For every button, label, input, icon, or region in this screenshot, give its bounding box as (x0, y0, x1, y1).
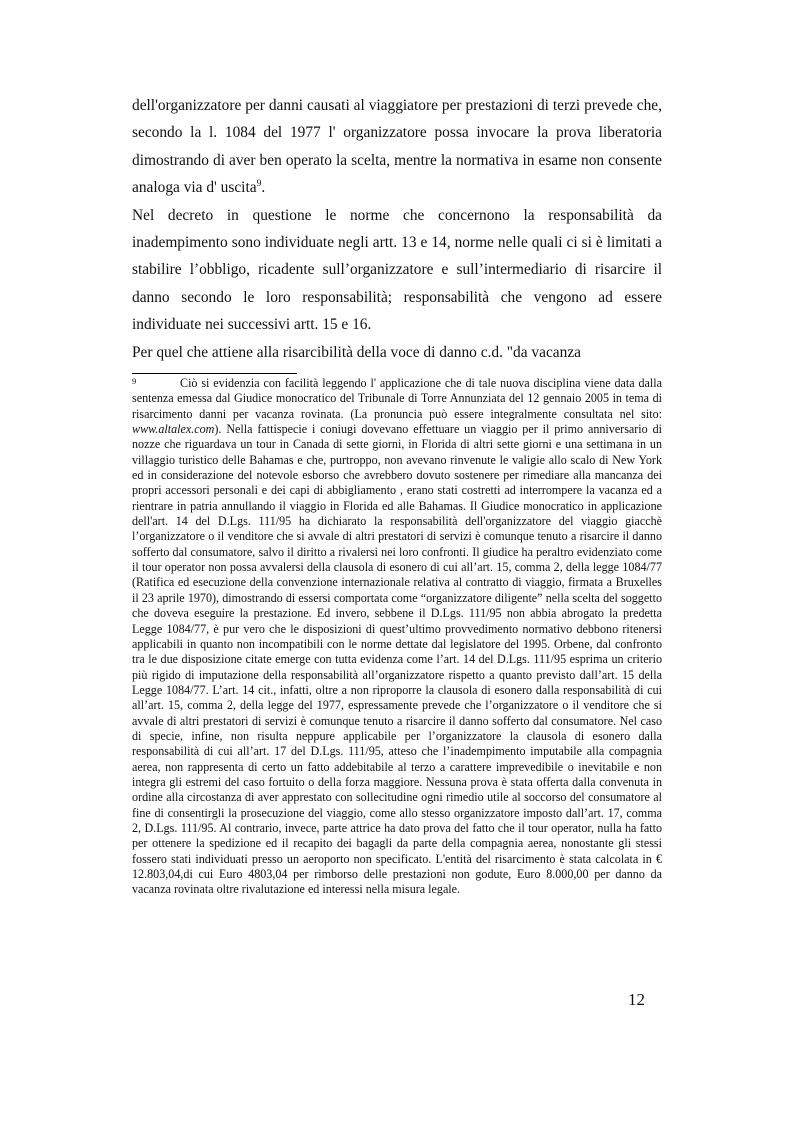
footnote-number: 9 (132, 376, 137, 386)
paragraph-1 (132, 92, 662, 202)
page-number: 12 (628, 990, 645, 1009)
footnote-text-start: Ciò si evidenzia con facilità leggendo l' applicazione che di tale nuova disciplina viene data dalla sentenza emessa dal Giudice monocratico del Tribunale di Torre Annunziata del 12 gennaio 2005 in tema di risarcimento danni per vacanza rovinata. (La pronuncia può essere integralmente consultata nel sito: (132, 376, 662, 421)
paragraph-2: Nel decreto in questione le norme che concernono la responsabilità da inadempimento sono individuate negli artt. 13 e 14, norme nelle quali ci si è limitati a stabilire l’obbligo, ricadente sull’organizzatore e sull’intermediario di risarcire il danno secondo le loro responsabilità; responsabilità che vengono ad essere individuate nei successivi artt. 15 e 16. (132, 206, 662, 334)
paragraph-1-end: . (261, 179, 266, 197)
footnote-reference[interactable]: 9 (256, 179, 262, 190)
footnote (132, 376, 662, 898)
footnote-text-end: ). Nella fattispecie i coniugi dovevano effettuare un viaggio per il primo anniversario di nozze che riguardava un tour in Canada di sette giorni, in Florida di altri sette giorni e una settimana in un villaggio turistico delle Bahamas e che, purtroppo, non avevano rinvenute le valigie allo scalo di New York ed in considerazione del notevole esborso che avrebbero dovuto sostenere per rimediare alla mancanza dei propri accessori personali e dei capi di abbigliamento , erano stati costretti ad interrompere la vacanza ed a rientrare in patria annullando il viaggio in Florida ed alle Bahamas. Il Giudice monocratico in applicazione dell'art. 14 del D.Lgs. 111/95 ha dichiarato la responsabilità dell'organizzatore del viaggio giacchè l’organizzatore o il venditore che si avvale di altri prestatori di servizi è comunque tenuto a risarcire il danno sofferto dal consumatore, salvo il diritto a rivalersi nei loro confronti. Il giudice ha peraltro evidenziato come il tour operator non possa avvalersi della clausola di esonero di cui all’art. 15, comma 2, della legge 1084/77 (Ratifica ed esecuzione della convenzione internazionale relativa al contratto di viaggio, firmata a Bruxelles il 23 aprile 1970), dimostrando di essersi comportata come “organizzatore diligente” nella scelta del soggetto che doveva eseguire la prestazione. Ed invero, sebbene il D.Lgs. 111/95 non abbia abrogato la predetta Legge 1084/77, è pur vero che le disposizioni di quest’ultimo provvedimento normativo debbono ritenersi applicabili in quanto non incompatibili con le norme dettate dal legislatore del 1995. Orbene, dal confronto tra le due disposizione citate emerge con tutta evidenza come l’art. 14 del D.Lgs. 111/95 esprima un criterio più rigido di imputazione della responsabilità all’organizzatore rispetto a quanto previsto dall’art. 15 della Legge 1084/77. L’art. 14 cit., infatti, oltre a non riproporre la clausola di esonero dalla responsabilità di cui all’art. 15, comma 2, della legge del 1977, espressamente prevede che l’organizzatore o il venditore che si avvale di altri prestatori di servizi è comunque tenuto a risarcire il danno sofferto dal consumatore. Nel caso di specie, infine, non risulta neppure applicabile per l’organizzatore la clausola di esonero dalla responsabilità di cui all’art. 17 del D.Lgs. 111/95, atteso che l’inadempimento imputabile alla compagnia aerea, non rappresenta di certo un fatto addebitabile al terzo a carattere imprevedibile o inevitabile e non integra gli estremi del caso fortuito o della forza maggiore. Nessuna prova è stata offerta dalla convenuta in ordine alla circostanza di aver apprestato con sollecitudine ogni rimedio utile al soccorso del consumatore al fine di consentirgli la prosecuzione del viaggio, come allo stesso organizzatore imposto dall’art. 17, comma 2, D.Lgs. 111/95. Al contrario, invece, parte attrice ha dato prova del fatto che il tour operator, nulla ha fatto per ottenere la spedizione ed il recapito dei bagagli da parte della compagnia aerea, nonostante gli stessi fossero stati individuati presso un aeroporto non specificato. L'entità del risarcimento è stata calcolata in € 12.803,04,di cui Euro 4803,04 per rimborso delle prestazioni non godute, Euro 8.000,00 per danno da vacanza rovinata oltre rivalutazione ed interessi nella misura legale. (132, 422, 662, 897)
paragraph-1-text: dell'organizzatore per danni causati al viaggiatore per prestazioni di terzi prevede che, secondo la l. 1084 del 1977 l' organizzatore possa invocare la prova liberatoria dimostrando di aver ben operato la scelta, mentre la normativa in esame non consente analoga via d' uscita (132, 97, 662, 197)
footnote-separator (132, 373, 297, 374)
paragraph-3: Per quel che attiene alla risarcibilità della voce di danno c.d. "da vacanza (132, 343, 581, 361)
body-text (132, 92, 662, 366)
footnote-url[interactable]: www.altalex.com (132, 422, 215, 437)
